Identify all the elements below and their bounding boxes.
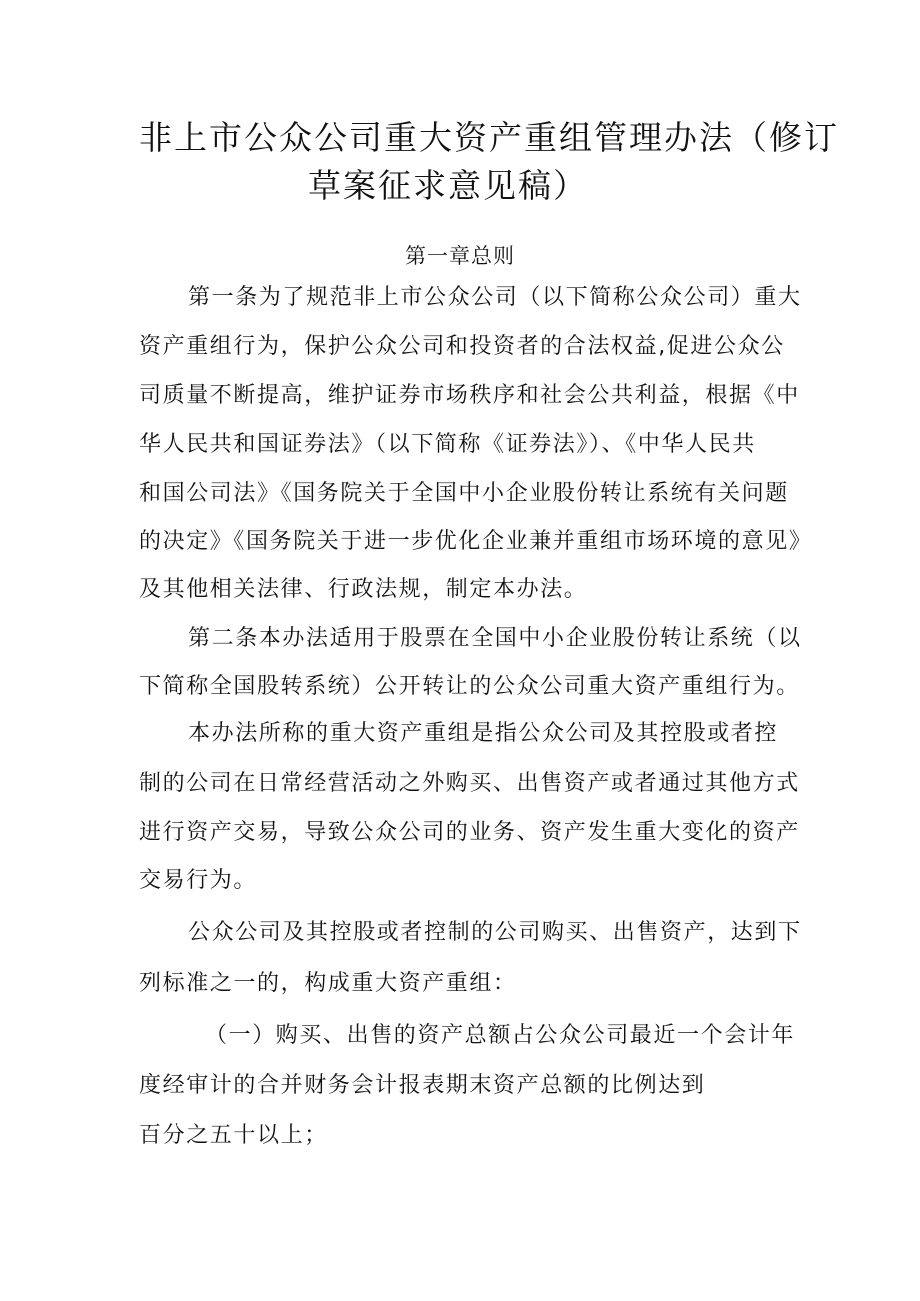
paragraph-line: 第二条本办法适用于股票在全国中小企业股份转让系统（以 <box>188 626 802 651</box>
document-title-line-2: 草案征求意见稿） <box>308 166 588 205</box>
paragraph-line: 交易行为。 <box>139 868 258 893</box>
document-title-line-1: 非上市公众公司重大资产重组管理办法（修订 <box>139 118 839 157</box>
paragraph-line: 和国公司法》《国务院关于全国中小企业股份转让系统有关问题 <box>139 481 789 506</box>
paragraph-line: 本办法所称的重大资产重组是指公众公司及其控股或者控 <box>188 721 779 746</box>
paragraph-line: 公众公司及其控股或者控制的公司购买、出售资产，达到下 <box>188 920 802 945</box>
paragraph-line: 列标准之一的，构成重大资产重组： <box>139 971 517 996</box>
paragraph-line: 下简称全国股转系统）公开转让的公众公司重大资产重组行为。 <box>139 674 800 699</box>
paragraph-line: 百分之五十以上； <box>139 1123 328 1148</box>
paragraph-line: 第一条为了规范非上市公众公司（以下简称公众公司）重大 <box>188 285 802 310</box>
paragraph-line: 的决定》《国务院关于进一步优化企业兼并重组市场环境的意见》 <box>139 529 813 554</box>
paragraph-line: （一）购买、出售的资产总额占公众公司最近一个会计年 <box>205 1023 796 1048</box>
chapter-heading: 第一章总则 <box>405 244 515 268</box>
paragraph-line: 华人民共和国证券法》（以下简称《证券法》）、《中华人民共 <box>139 432 756 457</box>
paragraph-line: 资产重组行为，保护公众公司和投资者的合法权益,促进公众公 <box>139 334 785 359</box>
paragraph-line: 进行资产交易，导致公众公司的业务、资产发生重大变化的资产 <box>139 820 800 845</box>
paragraph-line: 司质量不断提高，维护证券市场秩序和社会公共利益，根据《中 <box>139 383 800 408</box>
paragraph-line: 度经审计的合并财务会计报表期末资产总额的比例达到 <box>139 1073 706 1098</box>
paragraph-line: 及其他相关法律、行政法规，制定本办法。 <box>139 577 588 602</box>
paragraph-line: 制的公司在日常经营活动之外购买、出售资产或者通过其他方式 <box>139 771 800 796</box>
